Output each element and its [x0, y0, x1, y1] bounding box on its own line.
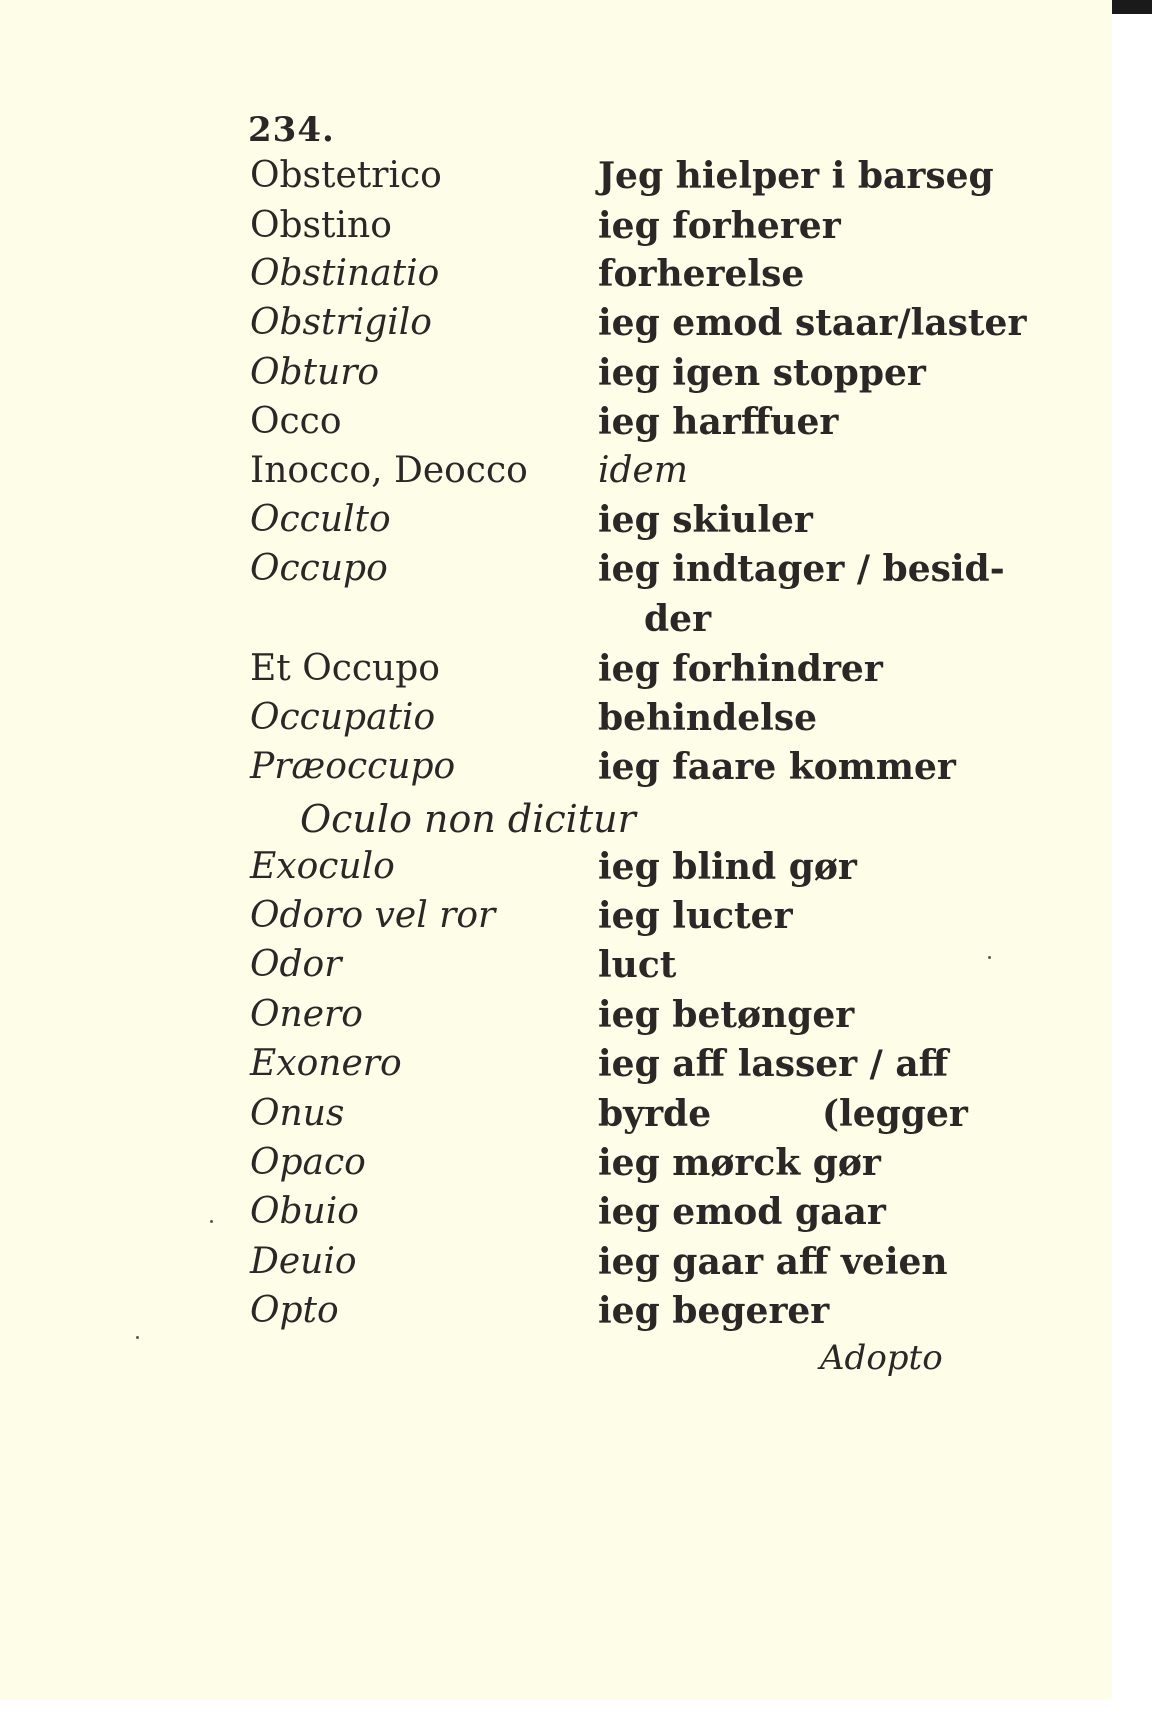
danish-gloss: ieg igen stopper: [598, 352, 926, 394]
dictionary-entry: [0, 352, 1112, 402]
danish-gloss: ieg lucter: [598, 895, 793, 937]
danish-gloss: byrde: [598, 1093, 712, 1135]
dictionary-entry: [0, 944, 1112, 994]
latin-headword: Et Occupo: [250, 648, 440, 689]
dictionary-entry: [0, 648, 1112, 698]
danish-gloss: ieg blind gør: [598, 846, 857, 888]
dictionary-entry: [0, 846, 1112, 896]
dictionary-entry: [0, 155, 1112, 205]
latin-headword: Occulto: [250, 499, 391, 540]
danish-gloss: forherelse: [598, 253, 805, 295]
latin-headword: Præoccupo: [250, 746, 456, 787]
danish-gloss: ieg harffuer: [598, 401, 839, 443]
danish-gloss: ieg mørck gør: [598, 1142, 881, 1184]
dictionary-entry: [0, 895, 1112, 945]
dictionary-entry: [0, 205, 1112, 255]
danish-gloss: ieg skiuler: [598, 499, 813, 541]
latin-headword: Onero: [250, 994, 363, 1035]
latin-headword: Deuio: [250, 1241, 357, 1282]
danish-gloss: ieg forhindrer: [598, 648, 883, 690]
latin-headword: Exonero: [250, 1043, 402, 1084]
latin-headword: Opaco: [250, 1142, 366, 1183]
dictionary-entry: [0, 302, 1112, 352]
danish-gloss: ieg betønger: [598, 994, 855, 1036]
dictionary-entry: [0, 994, 1112, 1044]
danish-gloss: luct: [598, 944, 677, 986]
dictionary-entry: [0, 1142, 1112, 1192]
dictionary-entry: [0, 253, 1112, 303]
dictionary-entry: [0, 1241, 1112, 1291]
dictionary-entry: [0, 548, 1112, 598]
scan-corner-mark: [1112, 0, 1152, 14]
latin-headword: Odoro vel ror: [250, 895, 496, 936]
latin-headword: Obstrigilo: [250, 302, 432, 343]
danish-gloss: ieg indtager / besid-: [598, 548, 1005, 590]
latin-headword: Onus: [250, 1093, 345, 1134]
ink-speck: [136, 1336, 139, 1339]
danish-gloss: ieg emod gaar: [598, 1191, 886, 1233]
latin-headword: Obturo: [250, 352, 380, 393]
dictionary-entry: [0, 1043, 1112, 1093]
scan-margin: [1112, 0, 1152, 1718]
dictionary-entry: [0, 697, 1112, 747]
danish-gloss: Jeg hielper i barseg: [598, 155, 994, 197]
latin-headword: Obstetrico: [250, 155, 442, 196]
danish-gloss: ieg aff lasser / aff: [598, 1043, 949, 1085]
dictionary-entry: [0, 1290, 1112, 1340]
danish-gloss: idem: [598, 450, 688, 491]
danish-gloss: ieg faare kommer: [598, 746, 956, 788]
latin-headword: Opto: [250, 1290, 339, 1331]
danish-gloss: ieg forherer: [598, 205, 841, 247]
ink-speck: [988, 956, 991, 959]
danish-gloss: behindelse: [598, 697, 818, 739]
dictionary-entry: [0, 746, 1112, 796]
catchword: Adopto: [820, 1338, 943, 1378]
section-note: Oculo non dicitur: [300, 797, 636, 841]
danish-gloss: ieg emod staar/laster: [598, 302, 1027, 344]
latin-headword: Obuio: [250, 1191, 359, 1232]
dictionary-entry: [0, 1191, 1112, 1241]
dictionary-entry: [0, 450, 1112, 500]
latin-headword: Occo: [250, 401, 342, 442]
dictionary-entry: [0, 401, 1112, 451]
danish-gloss-overflow: (legger: [822, 1093, 968, 1135]
latin-headword: Exoculo: [250, 846, 395, 887]
dictionary-entry: [0, 499, 1112, 549]
latin-headword: Occupo: [250, 548, 388, 589]
ink-speck: [210, 1220, 213, 1223]
danish-gloss: ieg gaar aff veien: [598, 1241, 948, 1283]
danish-gloss-continuation: der: [644, 598, 712, 640]
latin-headword: Occupatio: [250, 697, 436, 738]
latin-headword: Obstinatio: [250, 253, 440, 294]
latin-headword: Inocco, Deocco: [250, 450, 528, 491]
latin-headword: Obstino: [250, 205, 392, 246]
danish-gloss: ieg begerer: [598, 1290, 830, 1332]
page-number: 234.: [248, 110, 335, 150]
latin-headword: Odor: [250, 944, 342, 985]
